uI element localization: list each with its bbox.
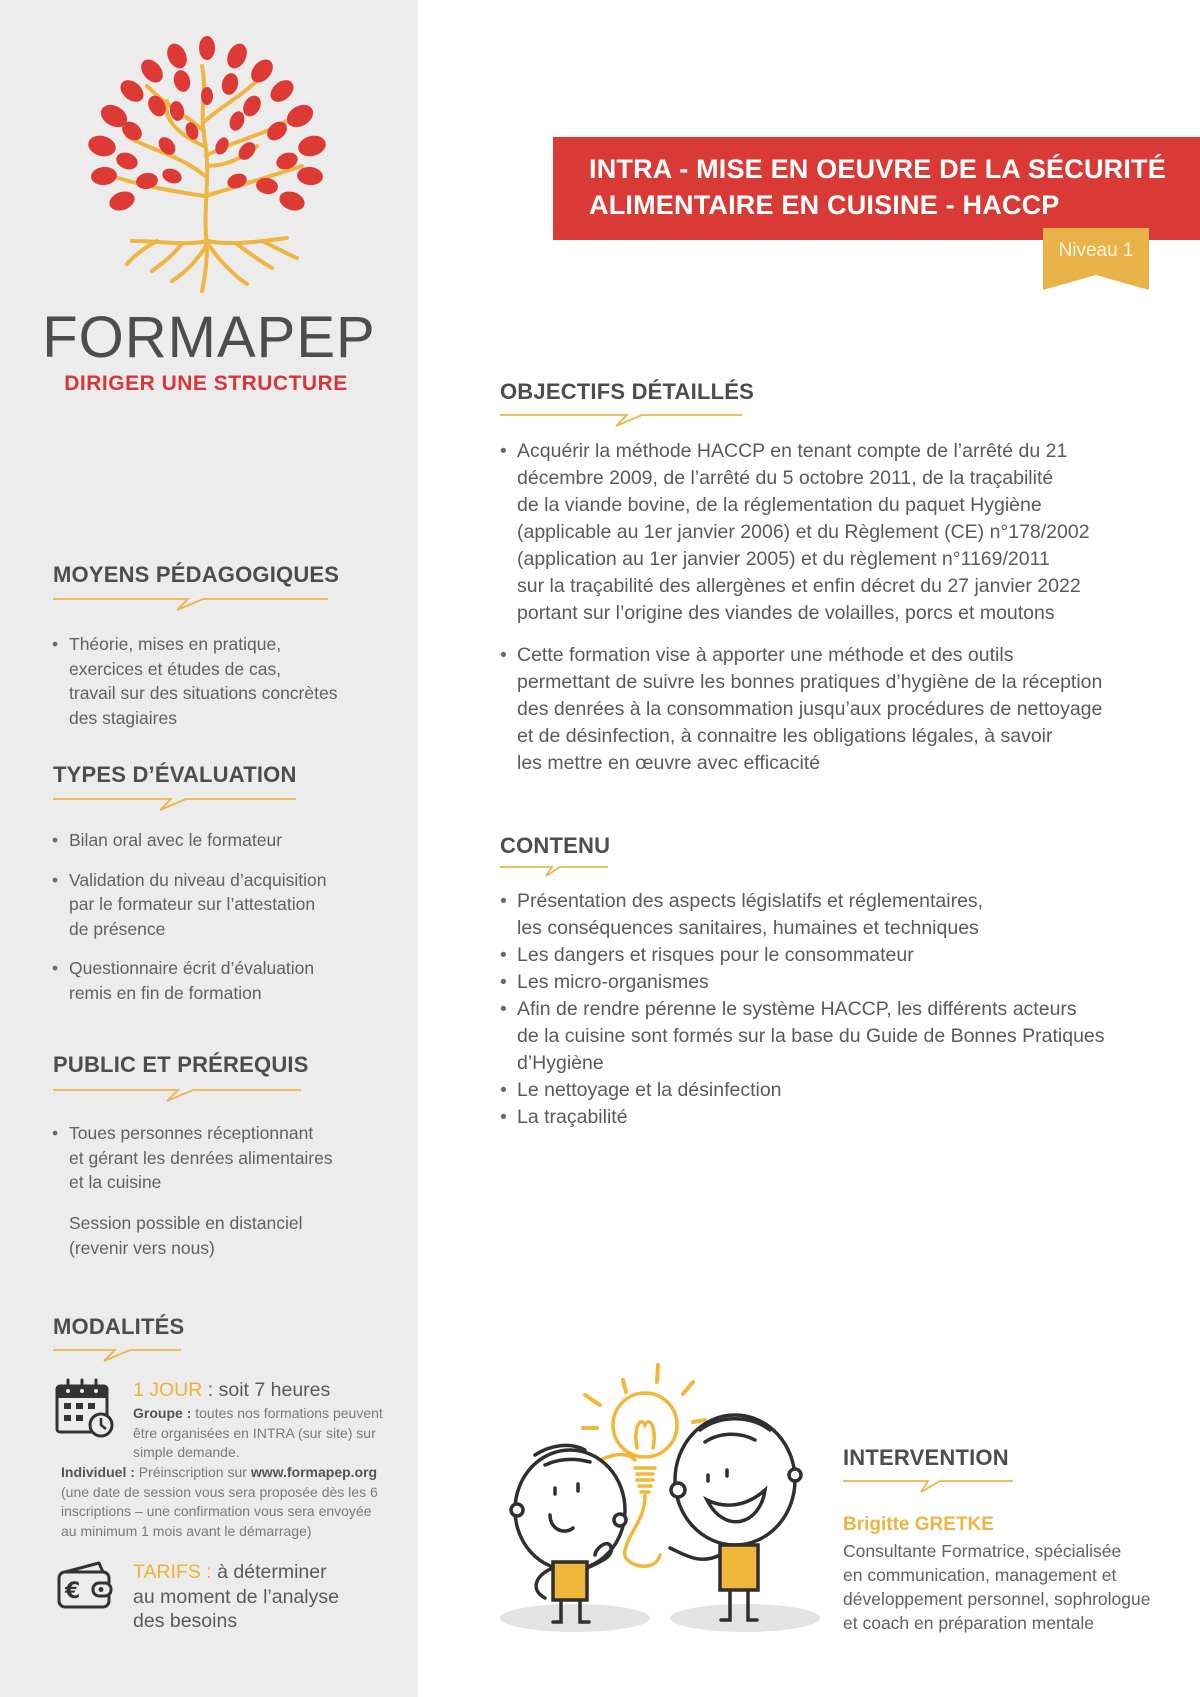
title-underline-decoration	[53, 1347, 181, 1361]
section-title-moyens: MOYENS PÉDAGOGIQUES	[53, 562, 340, 587]
svg-text:€: €	[65, 1579, 81, 1604]
list-item: • Les micro-organismes	[500, 969, 1180, 996]
trainer-bio: Consultante Formatrice, spécialisée en communication, management et développement personnel, sophrologue et coach en préparation mentale	[843, 1541, 1151, 1633]
evaluation-list	[52, 828, 392, 1005]
title-underline-decoration	[53, 796, 296, 810]
list-item: • Cette formation vise à apporter une méthode et des outils permettant de suivre les bonnes pratiques d’hygiène de la réception des denrées à la consommation jusqu’aux procédures de nettoyage et de désinfection, à connaitre les obligations légales, à savoir les mettre en œuvre avec efficacité	[500, 642, 1180, 777]
section-title-objectifs: OBJECTIFS DÉTAILLÉS	[500, 379, 754, 404]
section-title-evaluation: TYPES D’ÉVALUATION	[53, 762, 297, 787]
section-title-contenu: CONTENU	[500, 833, 611, 858]
list-item: • Toues personnes réceptionnant et gérant les denrées alimentaires et la cuisine	[52, 1121, 392, 1195]
list-item: • Théorie, mises en pratique, exercices et études de cas, travail sur des situations concrètes des stagiaires	[52, 632, 392, 730]
title-underline-decoration	[500, 412, 742, 426]
title-banner	[553, 137, 1200, 240]
brand-name: FORMAPEP	[42, 305, 376, 370]
list-item: • Le nettoyage et la désinfection	[500, 1077, 1180, 1104]
duration-line: 1 JOUR : soit 7 heures	[133, 1379, 331, 1401]
tarifs-label: TARIFS :	[133, 1561, 212, 1583]
duration-highlight: 1 JOUR	[133, 1379, 203, 1401]
level-badge: Niveau 1	[1058, 240, 1134, 261]
section-title-public: PUBLIC ET PRÉREQUIS	[53, 1052, 309, 1077]
list-item: • La traçabilité	[500, 1104, 1180, 1131]
distanciel-note: Session possible en distanciel (revenir vers nous)	[69, 1213, 303, 1258]
public-list	[52, 1121, 392, 1195]
list-item: • Bilan oral avec le formateur	[52, 828, 392, 853]
wallet-euro-icon	[57, 1560, 117, 1615]
tree-of-life-logo	[72, 26, 342, 296]
trainer-name: Brigitte GRETKE	[843, 1514, 994, 1535]
tarifs-text: TARIFS : à déterminer au moment de l’analyse des besoins	[133, 1561, 339, 1632]
list-item: • Présentation des aspects législatifs et réglementaires, les conséquences sanitaires, humaines et techniques	[500, 888, 1180, 942]
list-item: • Validation du niveau d’acquisition par le formateur sur l’attestation de présence	[52, 868, 392, 942]
formapep-link[interactable]: www.formapep.org	[250, 1464, 378, 1480]
two-characters-lightbulb-illustration	[495, 1350, 825, 1655]
list-item: • Questionnaire écrit d’évaluation remis en fin de formation	[52, 956, 392, 1005]
page-title: INTRA - MISE EN OEUVRE DE LA SÉCURITÉ ALIMENTAIRE EN CUISINE - HACCP	[589, 154, 1166, 220]
list-item: • Les dangers et risques pour le consommateur	[500, 942, 1180, 969]
list-item: • Acquérir la méthode HACCP en tenant compte de l’arrêté du 21 décembre 2009, de l’arrêté du 5 octobre 2011, de la traçabilité de la viande bovine, de la réglementation du paquet Hygiène (applicable au 1er janvier 2006) et du Règlement (CE) n°178/2002 (application au 1er janvier 2005) et du règlement n°1169/2011 sur la traçabilité des allergènes et enfin décret du 27 janvier 2022 portant sur l’origine des viandes de volailles, porcs et moutons	[500, 438, 1180, 627]
calendar-clock-icon	[55, 1378, 117, 1445]
title-underline-decoration	[500, 864, 608, 878]
brand-tagline: DIRIGER UNE STRUCTURE	[64, 372, 348, 395]
individuel-text: Individuel : Préinscription sur www.formapep.org (une date de session vous sera proposée dès les 6 inscriptions – une confirmation vous sera envoyée au minimum 1 mois avant le démarrage)	[61, 1464, 378, 1539]
section-title-modalites: MODALITÉS	[53, 1314, 185, 1339]
moyens-list	[52, 632, 392, 730]
groupe-text: Groupe : toutes nos formations peuvent être organisées en INTRA (sur site) sur simple demande.	[133, 1405, 383, 1460]
section-title-intervention: INTERVENTION	[843, 1445, 1009, 1470]
contenu-list	[500, 888, 1180, 1131]
objectifs-list	[500, 438, 1180, 777]
title-underline-decoration	[843, 1478, 1013, 1492]
list-item: • Afin de rendre pérenne le système HACCP, les différents acteurs de la cuisine sont formés sur la base du Guide de Bonnes Pratiques d’Hygiène	[500, 996, 1180, 1077]
title-underline-decoration	[53, 596, 328, 610]
sidebar	[0, 0, 418, 1697]
title-underline-decoration	[53, 1087, 301, 1101]
